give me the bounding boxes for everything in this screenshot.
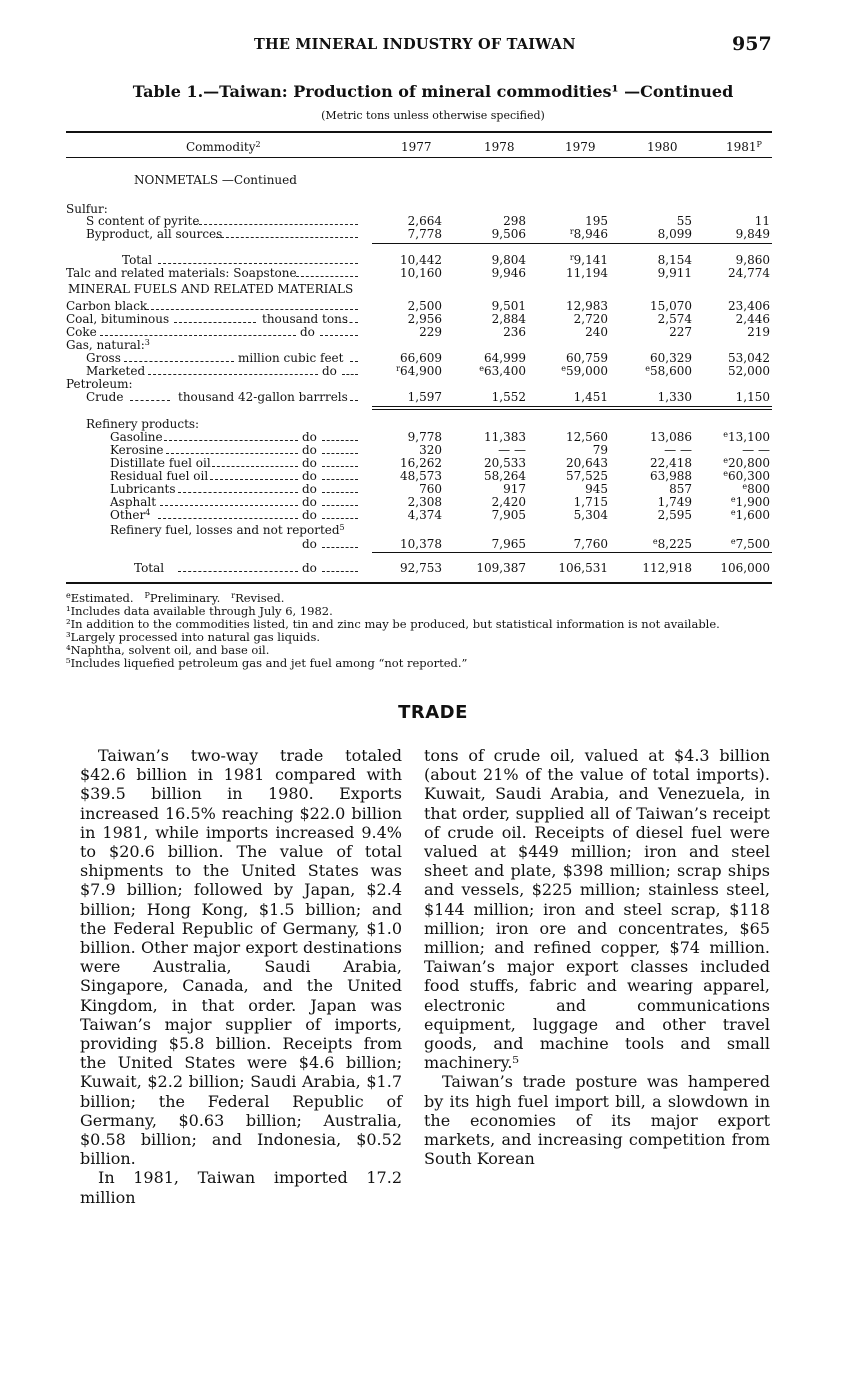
table-row: Distillate fuel oil do 16,262 20,533 20,643 22,418 $^e$20,800	[110, 456, 770, 470]
table-row: Total do 92,753 109,387 106,531 112,918 106,000	[134, 561, 770, 575]
section-heading: NONMETALS —Continued	[134, 173, 297, 187]
table-row: do 10,378 7,965 7,760 $^e$8,225 $^e$7,500	[302, 537, 770, 551]
table-row: Carbon black 2,500 9,501 12,983 15,070 23,406	[66, 299, 770, 313]
header-rule	[66, 157, 772, 158]
double-rule	[372, 406, 772, 410]
body-paragraph: Taiwan’s two-way trade totaled $42.6 billion in 1981 compared with $39.5 billion in 1980. Exports increased 16.5% reaching $22.0 billion in 1981, while imports increased 9.4% to $20.6 billion. The value of total shipments to the United States was $7.9 billion; followed by Japan, $2.4 billion; Hong Kong, $1.5 billion; and the Federal Republic of Germany, $1.0 billion. Other major export destinations were Australia, Saudi Arabia, Singapore, Canada, and the United Kingdom, in that order. Japan was Taiwan’s major supplier of imports, providing $5.8 billion. Receipts from the United States were $4.6 billion; Kuwait, $2.2 billion; Saudi Arabia, $1.7 billion; the Federal Republic of Germany, $0.63 billion; Australia, $0.58 billion; and Indonesia, $0.52 billion.	[80, 746, 402, 1169]
table-row: Gasoline do 9,778 11,383 12,560 13,086 $^e$13,100	[110, 430, 770, 444]
section-heading: Sulfur:	[66, 202, 108, 216]
table-row: Kerosine do 320 — — 79 — — — —	[110, 443, 770, 457]
table-title: Table 1.—Taiwan: Production of mineral commodities¹ —Continued	[132, 82, 734, 101]
body-paragraph: In 1981, Taiwan imported 17.2 million	[80, 1168, 402, 1207]
table-bottom-rule	[66, 582, 772, 584]
section-heading: Petroleum:	[66, 377, 133, 391]
table-row: Lubricants do 760 917 945 857 $^e$800	[110, 482, 770, 496]
section-heading: Gas, natural:$^3$	[66, 338, 150, 352]
table-footnote: ⁵Includes liquefied petroleum gas and jet fuel among “not reported.”	[66, 656, 468, 670]
table-row: Coal, bituminous thousand tons 2,956 2,884 2,720 2,574 2,446	[66, 312, 770, 326]
table-row: Talc and related materials: Soapstone 10,160 9,946 11,194 9,911 24,774	[66, 266, 770, 280]
table-row: Other$^4$ do 4,374 7,905 5,304 2,595 $^e$1,600	[110, 508, 770, 522]
body-column-right	[424, 746, 770, 1168]
table-footnote: $^e$Estimated. $^P$Preliminary. $^r$Revised.	[66, 591, 285, 605]
table-row: Total 10,442 9,804 $^r$9,141 8,154 9,860	[122, 253, 770, 267]
header-year: $1981^P$	[726, 140, 762, 154]
table-row: Byproduct, all sources 7,778 9,506 $^r$8,946 8,099 9,849	[86, 227, 770, 241]
table-footnote: ¹Includes data available through July 6, 1982.	[66, 604, 333, 618]
running-title: THE MINERAL INDUSTRY OF TAIWAN	[254, 36, 576, 53]
body-paragraph: Taiwan’s trade posture was hampered by its high fuel import bill, a slowdown in the economies of its major export markets, and increasing competition from South Korean	[424, 1072, 770, 1169]
table-row: S content of pyrite 2,664 298 195 55 11	[86, 214, 770, 228]
table-row: Marketed do $^r$64,900 $^e$63,400 $^e$59,000 $^e$58,600 52,000	[86, 364, 770, 378]
table-row: Gross million cubic feet 66,609 64,999 60,759 60,329 53,042	[86, 351, 770, 365]
table-row: Crude thousand 42-gallon barrrels 1,597 1,552 1,451 1,330 1,150	[86, 390, 770, 404]
table-subtitle: (Metric tons unless otherwise specified)	[321, 109, 545, 122]
section-title-trade: TRADE	[398, 702, 468, 723]
table-footnote: ⁴Naphtha, solvent oil, and base oil.	[66, 643, 270, 657]
table-footnote: ²In addition to the commodities listed, tin and zinc may be produced, but statistical information is not available.	[66, 617, 720, 631]
subtotal-rule	[372, 552, 772, 553]
body-column-left	[80, 746, 402, 1207]
running-head	[0, 33, 866, 58]
table-row: Asphalt do 2,308 2,420 1,715 1,749 $^e$1,900	[110, 495, 770, 509]
header-year: 1978	[484, 140, 515, 154]
header-year: 1979	[565, 140, 596, 154]
section-heading: Refinery products:	[86, 417, 200, 431]
table-top-rule	[66, 131, 772, 133]
table-footnote: ³Largely processed into natural gas liquids.	[66, 630, 321, 644]
header-year: 1980	[647, 140, 678, 154]
subtotal-rule	[372, 243, 772, 244]
table-row: Residual fuel oil do 48,573 58,264 57,525 63,988 $^e$60,300	[110, 469, 770, 483]
section-heading: MINERAL FUELS AND RELATED MATERIALS	[68, 282, 354, 296]
header-year: 1977	[401, 140, 432, 154]
body-paragraph: tons of crude oil, valued at $4.3 billion (about 21% of the value of total imports). Kuwait, Saudi Arabia, and Venezuela, in that order, supplied all of Taiwan’s receipt of crude oil. Receipts of diesel fuel were valued at $449 million; iron and steel sheet and plate, $398 million; scrap ships and vessels, $225 million; stainless steel, $144 million; iron and steel scrap, $118 million; iron ore and concentrates, $65 million; and refined copper, $74 million. Taiwan’s major export classes included food stuffs, fabric and wearing apparel, electronic and communications equipment, luggage and other travel goods, and machine tools and small machinery.⁵	[424, 746, 770, 1073]
page-number: 957	[732, 33, 772, 55]
header-commodity: Commodity$^2$	[186, 140, 261, 154]
table-row-label: Refinery fuel, losses and not reported$^5$	[110, 523, 345, 537]
table-row: Coke do 229 236 240 227 219	[66, 325, 770, 339]
